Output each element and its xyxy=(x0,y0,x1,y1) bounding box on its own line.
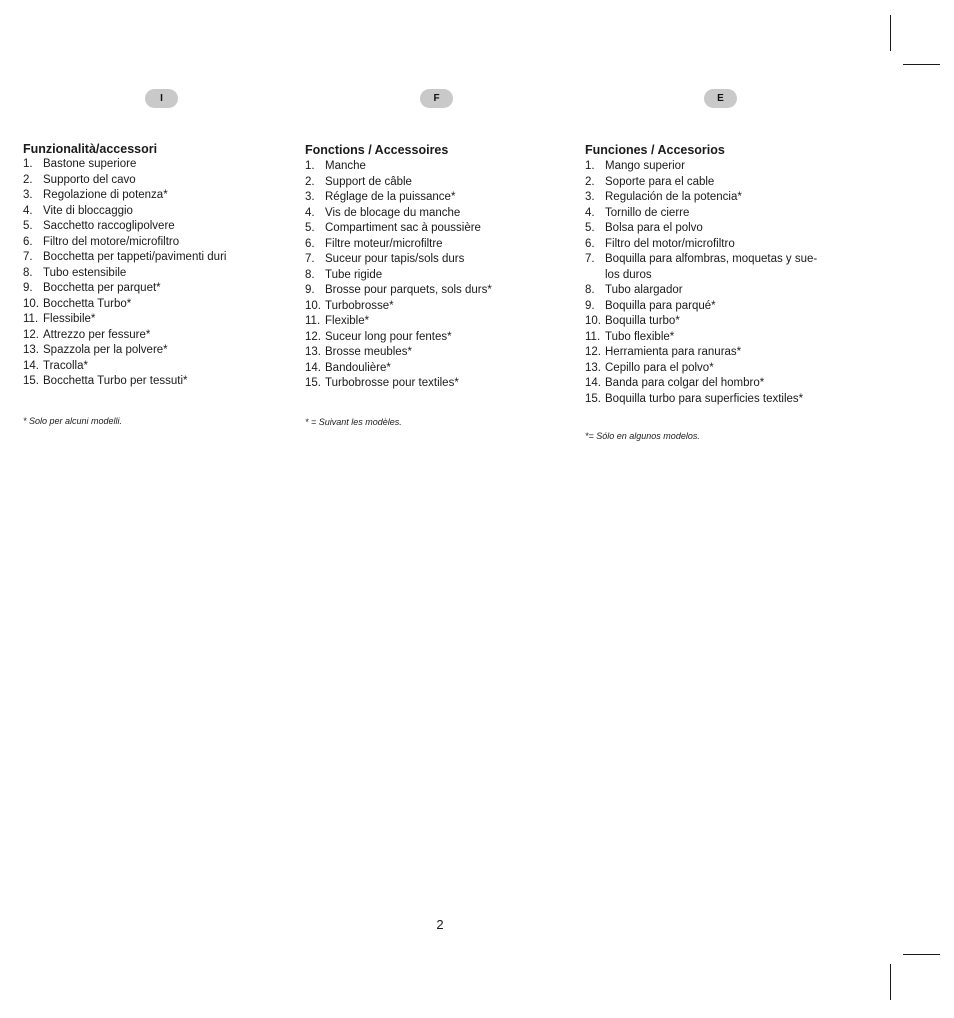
list-item xyxy=(585,392,855,408)
list-item xyxy=(585,221,855,237)
list-item xyxy=(305,376,575,392)
section-title-italian: Funzionalità/accessori xyxy=(23,142,158,156)
list-item xyxy=(305,237,575,253)
list-item xyxy=(585,190,855,206)
item-number: 13. xyxy=(305,346,321,358)
accessory-list-italian xyxy=(23,157,293,390)
list-item xyxy=(305,159,575,175)
list-item xyxy=(23,235,293,251)
item-text: Regolazione di potenza* xyxy=(43,189,168,201)
item-text: Brosse pour parquets, sols durs* xyxy=(325,284,492,296)
list-item xyxy=(585,159,855,175)
item-text: Filtro del motor/microfiltro xyxy=(605,237,735,250)
item-text: Herramienta para ranuras* xyxy=(605,346,742,358)
item-number: 15. xyxy=(585,392,601,405)
accessory-list-spanish xyxy=(585,159,855,407)
item-number: 4. xyxy=(305,206,315,219)
list-item xyxy=(585,299,855,315)
item-number: 15. xyxy=(305,377,321,389)
list-item xyxy=(23,343,293,359)
list-item xyxy=(305,252,575,268)
list-item xyxy=(585,237,855,253)
item-number: 3. xyxy=(23,189,33,201)
list-item xyxy=(305,190,575,206)
item-number: 10. xyxy=(23,297,39,310)
accessory-list-french xyxy=(305,159,575,392)
item-number: 1. xyxy=(585,160,595,172)
item-text: Tubo estensibile xyxy=(43,266,127,279)
item-number: 11. xyxy=(585,330,601,343)
item-text: Support de câble xyxy=(325,175,412,188)
item-number: 11. xyxy=(305,315,321,327)
item-text: Sacchetto raccoglipolvere xyxy=(43,220,175,232)
item-number: 2. xyxy=(585,175,595,188)
language-badge-french: F xyxy=(420,89,453,108)
item-text: Boquilla turbo para superficies textiles* xyxy=(605,392,804,405)
list-item xyxy=(585,330,855,346)
list-item xyxy=(585,206,855,222)
item-text: Banda para colgar del hombro* xyxy=(605,377,765,389)
item-number: 6. xyxy=(305,237,315,250)
item-text: Compartiment sac à poussière xyxy=(325,222,481,234)
item-number: 1. xyxy=(23,158,33,170)
list-item xyxy=(305,206,575,222)
item-text: Supporto del cavo xyxy=(43,173,136,186)
item-number: 8. xyxy=(585,284,595,296)
list-item xyxy=(585,252,855,283)
footnote-french: * = Suivant les modèles. xyxy=(305,417,402,427)
item-number: 2. xyxy=(305,175,315,188)
crop-mark-bottom-horizontal xyxy=(903,954,940,955)
item-text: Bocchetta per parquet* xyxy=(43,282,161,294)
item-text: Bandoulière* xyxy=(325,361,391,374)
item-number: 14. xyxy=(23,359,39,372)
list-item xyxy=(305,361,575,377)
item-text: Vis de blocage du manche xyxy=(325,206,461,219)
item-number: 1. xyxy=(305,160,315,172)
item-number: 9. xyxy=(23,282,33,294)
list-item xyxy=(305,330,575,346)
item-number: 7. xyxy=(585,253,595,265)
item-text: Mango superior xyxy=(605,160,685,172)
item-text: Filtro del motore/microfiltro xyxy=(43,235,180,248)
list-item xyxy=(23,250,293,266)
item-number: 12. xyxy=(585,346,601,358)
item-number: 15. xyxy=(23,375,39,387)
item-number: 3. xyxy=(305,191,315,203)
list-item xyxy=(23,157,293,173)
list-item xyxy=(23,297,293,313)
list-item xyxy=(585,175,855,191)
item-text: Tubo alargador xyxy=(605,284,683,296)
list-item xyxy=(305,345,575,361)
list-item xyxy=(305,314,575,330)
crop-mark-top-horizontal xyxy=(903,64,940,65)
item-text: Tornillo de cierre xyxy=(605,206,690,219)
item-text: Tube rigide xyxy=(325,268,383,281)
item-text: Soporte para el cable xyxy=(605,175,715,188)
footnote-spanish: *= Sólo en algunos modelos. xyxy=(585,431,700,441)
language-badge-italian: I xyxy=(145,89,178,108)
item-text: Suceur long pour fentes* xyxy=(325,330,452,343)
list-item xyxy=(585,283,855,299)
item-number: 11. xyxy=(23,313,39,325)
list-item xyxy=(305,175,575,191)
item-text: Bocchetta Turbo per tessuti* xyxy=(43,375,188,387)
item-number: 10. xyxy=(305,299,321,312)
item-text: Vite di bloccaggio xyxy=(43,204,133,217)
item-number: 5. xyxy=(23,220,33,232)
item-number: 4. xyxy=(23,204,33,217)
crop-mark-top-vertical xyxy=(890,15,891,51)
item-text: Boquilla turbo* xyxy=(605,315,680,327)
list-item xyxy=(23,312,293,328)
item-text: Flexible* xyxy=(325,315,370,327)
item-number: 12. xyxy=(305,330,321,343)
list-item xyxy=(585,361,855,377)
list-item xyxy=(23,173,293,189)
item-text: Boquilla para parqué* xyxy=(605,299,716,312)
list-item xyxy=(23,219,293,235)
list-item xyxy=(23,204,293,220)
item-text: Regulación de la potencia* xyxy=(605,191,742,203)
item-number: 10. xyxy=(585,315,601,327)
list-item xyxy=(23,266,293,282)
item-number: 8. xyxy=(23,266,33,279)
item-text: Boquilla para alfombras, moquetas y sue- los duros xyxy=(605,253,818,281)
item-number: 9. xyxy=(305,284,315,296)
list-item xyxy=(305,299,575,315)
page-number: 2 xyxy=(436,917,444,932)
item-text: Bolsa para el polvo xyxy=(605,222,703,234)
item-text: Bocchetta Turbo* xyxy=(43,297,132,310)
item-text: Suceur pour tapis/sols durs xyxy=(325,253,465,265)
item-number: 8. xyxy=(305,268,315,281)
item-text: Tubo flexible* xyxy=(605,330,675,343)
item-text: Attrezzo per fessure* xyxy=(43,328,151,341)
list-item xyxy=(23,328,293,344)
item-number: 13. xyxy=(23,344,39,356)
section-title-spanish: Funciones / Accesorios xyxy=(585,143,725,157)
item-text: Cepillo para el polvo* xyxy=(605,361,714,374)
list-item xyxy=(23,188,293,204)
item-text: Brosse meubles* xyxy=(325,346,412,358)
list-item xyxy=(305,221,575,237)
item-number: 4. xyxy=(585,206,595,219)
item-text: Turbobrosse pour textiles* xyxy=(325,377,459,389)
item-number: 2. xyxy=(23,173,33,186)
item-number: 12. xyxy=(23,328,39,341)
list-item xyxy=(305,268,575,284)
item-text: Tracolla* xyxy=(43,359,88,372)
item-number: 13. xyxy=(585,361,601,374)
list-item xyxy=(23,374,293,390)
item-number: 5. xyxy=(585,222,595,234)
item-text: Bastone superiore xyxy=(43,158,137,170)
item-text: Filtre moteur/microfiltre xyxy=(325,237,443,250)
list-item xyxy=(585,314,855,330)
language-badge-spanish: E xyxy=(704,89,737,108)
list-item xyxy=(585,345,855,361)
list-item xyxy=(305,283,575,299)
crop-mark-bottom-vertical xyxy=(890,964,891,1000)
item-text: Flessibile* xyxy=(43,313,96,325)
section-title-french: Fonctions / Accessoires xyxy=(305,143,449,157)
item-number: 6. xyxy=(23,235,33,248)
item-number: 3. xyxy=(585,191,595,203)
item-number: 6. xyxy=(585,237,595,250)
item-text: Bocchetta per tappeti/pavimenti duri xyxy=(43,251,227,263)
footnote-italian: * Solo per alcuni modelli. xyxy=(23,416,123,426)
item-number: 14. xyxy=(305,361,321,374)
item-number: 5. xyxy=(305,222,315,234)
item-text: Manche xyxy=(325,160,366,172)
item-text: Spazzola per la polvere* xyxy=(43,344,168,356)
item-number: 7. xyxy=(305,253,315,265)
list-item xyxy=(23,359,293,375)
item-number: 9. xyxy=(585,299,595,312)
list-item xyxy=(23,281,293,297)
item-number: 14. xyxy=(585,377,601,389)
item-number: 7. xyxy=(23,251,33,263)
item-text: Turbobrosse* xyxy=(325,299,394,312)
list-item xyxy=(585,376,855,392)
item-text: Réglage de la puissance* xyxy=(325,191,456,203)
